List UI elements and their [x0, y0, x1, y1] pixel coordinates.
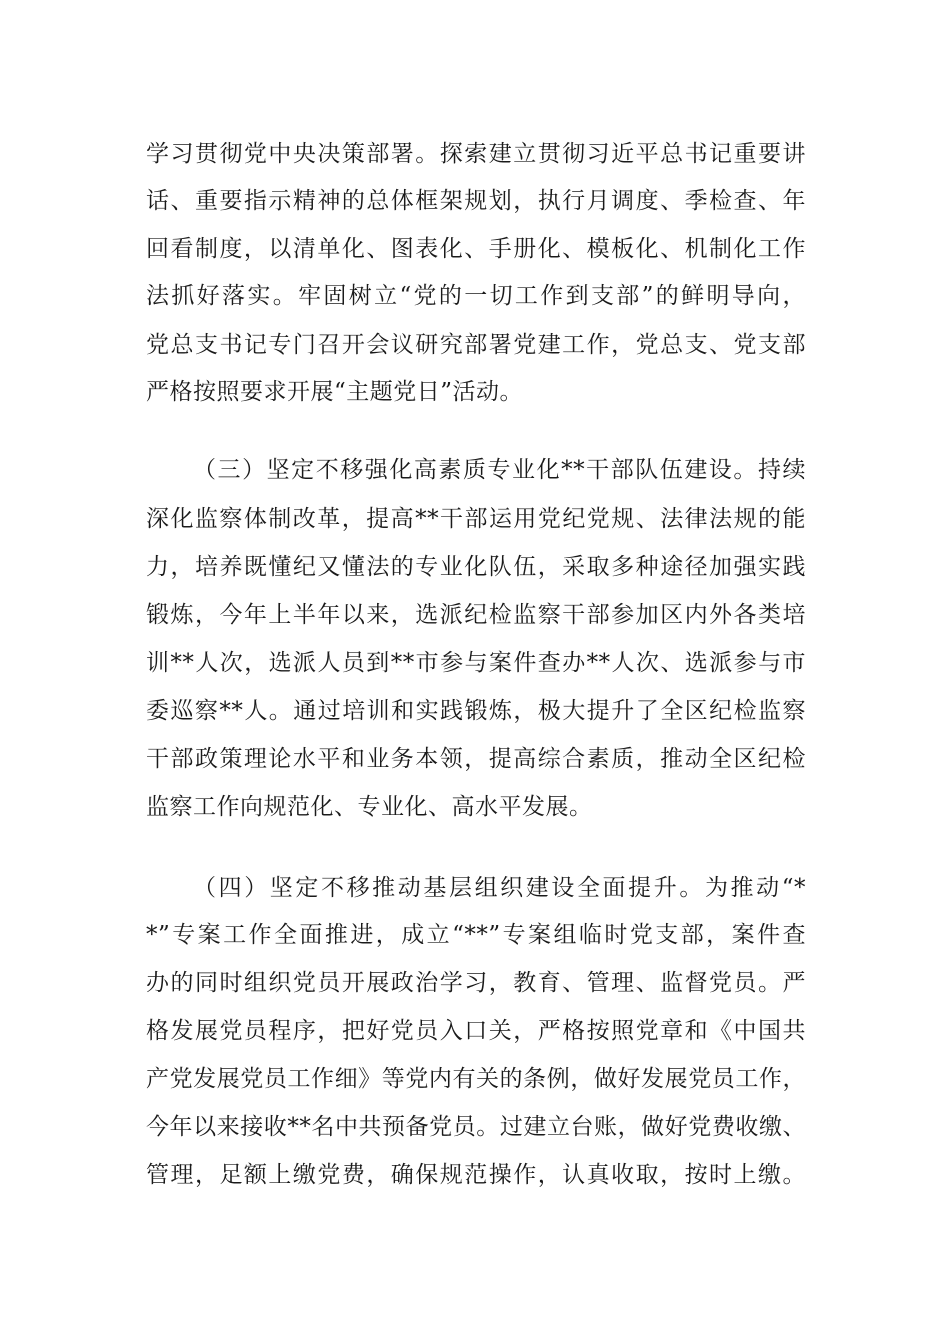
text-line: 干部政策理论水平和业务本领，提高综合素质，推动全区纪检: [146, 746, 806, 772]
text-line: 办的同时组织党员开展政治学习，教育、管理、监督党员。严: [146, 970, 806, 996]
text-line: （三）坚定不移强化高素质专业化**干部队伍建设。持续: [193, 457, 806, 483]
text-line: 严格按照要求开展“主题党日”活动。: [146, 379, 524, 405]
text-line: 训**人次，选派人员到**市参与案件查办**人次、选派参与市: [146, 650, 806, 676]
text-line: 监察工作向规范化、专业化、高水平发展。: [146, 794, 593, 820]
text-line: 今年以来接收**名中共预备党员。过建立台账，做好党费收缴、: [146, 1114, 806, 1140]
text-line: 产党发展党员工作细》等党内有关的条例，做好发展党员工作，: [146, 1066, 806, 1092]
text-line: 党总支书记专门召开会议研究部署党建工作，党总支、党支部: [146, 332, 806, 358]
text-line: *”专案工作全面推进，成立“**”专案组临时党支部，案件查: [146, 922, 806, 948]
text-line: 法抓好落实。牢固树立“党的一切工作到支部”的鲜明导向，: [146, 283, 806, 309]
text-line: （四）坚定不移推动基层组织建设全面提升。为推动“*: [193, 875, 806, 901]
text-line: 回看制度，以清单化、图表化、手册化、模板化、机制化工作: [146, 236, 806, 262]
text-line: 格发展党员程序，把好党员入口关，严格按照党章和《中国共: [146, 1018, 806, 1044]
text-line: 委巡察**人。通过培训和实践锻炼，极大提升了全区纪检监察: [146, 698, 806, 724]
text-line: 话、重要指示精神的总体框架规划，执行月调度、季检查、年: [146, 188, 806, 214]
text-line: 管理，足额上缴党费，确保规范操作，认真收取，按时上缴。: [146, 1162, 806, 1188]
text-line: 锻炼，今年上半年以来，选派纪检监察干部参加区内外各类培: [146, 602, 806, 628]
text-line: 力，培养既懂纪又懂法的专业化队伍，采取多种途径加强实践: [146, 554, 806, 580]
text-line: 深化监察体制改革，提高**干部运用党纪党规、法律法规的能: [146, 506, 806, 532]
text-line: 学习贯彻党中央决策部署。探索建立贯彻习近平总书记重要讲: [146, 141, 806, 167]
